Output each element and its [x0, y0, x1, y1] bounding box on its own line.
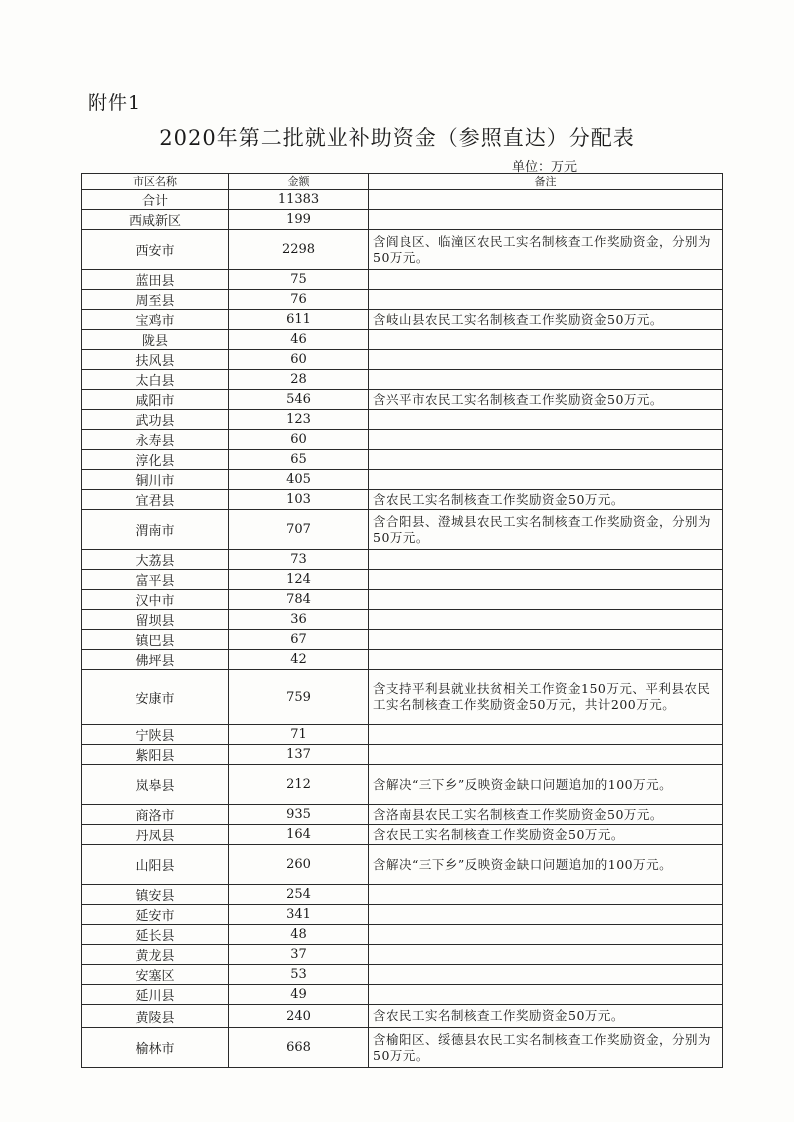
- table-row: [82, 590, 723, 610]
- table-row: [82, 410, 723, 430]
- table-row: [82, 905, 723, 925]
- region-name-cell: 安康市: [82, 670, 229, 725]
- amount-cell: 48: [229, 925, 369, 945]
- region-name-cell: 淳化县: [82, 450, 229, 470]
- region-name-cell: 西咸新区: [82, 210, 229, 230]
- region-name-cell: 留坝县: [82, 610, 229, 630]
- amount-cell: 53: [229, 965, 369, 985]
- region-name-cell: 延安市: [82, 905, 229, 925]
- amount-cell: 42: [229, 650, 369, 670]
- region-name-cell: 铜川市: [82, 470, 229, 490]
- note-cell: [369, 290, 723, 310]
- region-name-cell: 渭南市: [82, 510, 229, 550]
- note-cell: 含洛南县农民工实名制核查工作奖励资金50万元。: [369, 805, 723, 825]
- note-cell: [369, 570, 723, 590]
- note-cell: [369, 370, 723, 390]
- table-row: [82, 310, 723, 330]
- table-row: [82, 845, 723, 885]
- region-name-cell: 黄陵县: [82, 1005, 229, 1028]
- note-cell: [369, 350, 723, 370]
- region-name-cell: 宝鸡市: [82, 310, 229, 330]
- table-row: [82, 210, 723, 230]
- amount-cell: 75: [229, 270, 369, 290]
- note-cell: 含支持平利县就业扶贫相关工作资金150万元、平利县农民工实名制核查工作奖励资金50万元，共计200万元。: [369, 670, 723, 725]
- table-row: [82, 1005, 723, 1028]
- amount-cell: 935: [229, 805, 369, 825]
- note-cell: 含农民工实名制核查工作奖励资金50万元。: [369, 1005, 723, 1028]
- note-cell: [369, 905, 723, 925]
- note-cell: 含岐山县农民工实名制核查工作奖励资金50万元。: [369, 310, 723, 330]
- table-row: [82, 450, 723, 470]
- region-name-cell: 宜君县: [82, 490, 229, 510]
- amount-cell: 46: [229, 330, 369, 350]
- note-cell: [369, 945, 723, 965]
- unit-label: 单位：万元: [512, 160, 578, 175]
- region-name-cell: 太白县: [82, 370, 229, 390]
- note-cell: [369, 745, 723, 765]
- amount-cell: 124: [229, 570, 369, 590]
- region-name-cell: 佛坪县: [82, 650, 229, 670]
- note-cell: 含榆阳区、绥德县农民工实名制核查工作奖励资金，分别为50万元。: [369, 1028, 723, 1068]
- note-cell: [369, 450, 723, 470]
- note-cell: 含农民工实名制核查工作奖励资金50万元。: [369, 825, 723, 845]
- table-body: [82, 190, 723, 1068]
- amount-cell: 37: [229, 945, 369, 965]
- note-cell: [369, 410, 723, 430]
- amount-cell: 611: [229, 310, 369, 330]
- note-cell: [369, 270, 723, 290]
- region-name-cell: 汉中市: [82, 590, 229, 610]
- region-name-cell: 镇安县: [82, 885, 229, 905]
- region-name-cell: 蓝田县: [82, 270, 229, 290]
- note-cell: [369, 650, 723, 670]
- allocation-table: [81, 173, 723, 1068]
- region-name-cell: 宁陕县: [82, 725, 229, 745]
- table-row: [82, 570, 723, 590]
- note-cell: 含农民工实名制核查工作奖励资金50万元。: [369, 490, 723, 510]
- amount-cell: 405: [229, 470, 369, 490]
- table-header-row: [82, 174, 723, 190]
- amount-cell: 65: [229, 450, 369, 470]
- amount-cell: 36: [229, 610, 369, 630]
- table-row: [82, 630, 723, 650]
- amount-cell: 28: [229, 370, 369, 390]
- region-name-cell: 黄龙县: [82, 945, 229, 965]
- note-cell: [369, 330, 723, 350]
- note-cell: [369, 725, 723, 745]
- note-cell: 含阎良区、临潼区农民工实名制核查工作奖励资金，分别为50万元。: [369, 230, 723, 270]
- table-row: [82, 490, 723, 510]
- region-name-cell: 山阳县: [82, 845, 229, 885]
- note-cell: [369, 610, 723, 630]
- amount-cell: 60: [229, 430, 369, 450]
- amount-cell: 71: [229, 725, 369, 745]
- note-cell: [369, 985, 723, 1005]
- amount-cell: 199: [229, 210, 369, 230]
- region-name-cell: 延川县: [82, 985, 229, 1005]
- header-region-name: 市区名称: [82, 174, 229, 190]
- region-name-cell: 永寿县: [82, 430, 229, 450]
- amount-cell: 103: [229, 490, 369, 510]
- note-cell: [369, 210, 723, 230]
- table-row: [82, 230, 723, 270]
- amount-cell: 260: [229, 845, 369, 885]
- region-name-cell: 西安市: [82, 230, 229, 270]
- table-row: [82, 885, 723, 905]
- region-name-cell: 镇巴县: [82, 630, 229, 650]
- region-name-cell: 岚皋县: [82, 765, 229, 805]
- note-cell: [369, 925, 723, 945]
- note-cell: [369, 190, 723, 210]
- amount-cell: 11383: [229, 190, 369, 210]
- amount-cell: 2298: [229, 230, 369, 270]
- amount-cell: 76: [229, 290, 369, 310]
- note-cell: 含解决“三下乡”反映资金缺口问题追加的100万元。: [369, 845, 723, 885]
- amount-cell: 254: [229, 885, 369, 905]
- table-row: [82, 1028, 723, 1068]
- note-cell: 含合阳县、澄城县农民工实名制核查工作奖励资金，分别为50万元。: [369, 510, 723, 550]
- region-name-cell: 扶风县: [82, 350, 229, 370]
- note-cell: [369, 885, 723, 905]
- table-row: [82, 825, 723, 845]
- note-cell: 含解决“三下乡”反映资金缺口问题追加的100万元。: [369, 765, 723, 805]
- table-row: [82, 725, 723, 745]
- note-cell: [369, 630, 723, 650]
- note-cell: [369, 550, 723, 570]
- page-title: 2020年第二批就业补助资金（参照直达）分配表: [159, 126, 635, 150]
- amount-cell: 707: [229, 510, 369, 550]
- table-row: [82, 985, 723, 1005]
- amount-cell: 67: [229, 630, 369, 650]
- table-row: [82, 290, 723, 310]
- amount-cell: 759: [229, 670, 369, 725]
- region-name-cell: 武功县: [82, 410, 229, 430]
- table-row: [82, 270, 723, 290]
- table-row: [82, 745, 723, 765]
- amount-cell: 49: [229, 985, 369, 1005]
- header-note: 备注: [369, 174, 723, 190]
- note-cell: [369, 590, 723, 610]
- region-name-cell: 合计: [82, 190, 229, 210]
- table-row: [82, 390, 723, 410]
- amount-cell: 668: [229, 1028, 369, 1068]
- note-cell: 含兴平市农民工实名制核查工作奖励资金50万元。: [369, 390, 723, 410]
- table-row: [82, 965, 723, 985]
- table-row: [82, 190, 723, 210]
- table-row: [82, 430, 723, 450]
- table-row: [82, 765, 723, 805]
- header-amount: 金额: [229, 174, 369, 190]
- note-cell: [369, 470, 723, 490]
- region-name-cell: 商洛市: [82, 805, 229, 825]
- table-row: [82, 945, 723, 965]
- note-cell: [369, 965, 723, 985]
- region-name-cell: 大荔县: [82, 550, 229, 570]
- table-row: [82, 370, 723, 390]
- table-row: [82, 650, 723, 670]
- note-cell: [369, 430, 723, 450]
- table-row: [82, 510, 723, 550]
- region-name-cell: 陇县: [82, 330, 229, 350]
- amount-cell: 784: [229, 590, 369, 610]
- amount-cell: 164: [229, 825, 369, 845]
- amount-cell: 341: [229, 905, 369, 925]
- amount-cell: 137: [229, 745, 369, 765]
- region-name-cell: 周至县: [82, 290, 229, 310]
- amount-cell: 240: [229, 1005, 369, 1028]
- region-name-cell: 咸阳市: [82, 390, 229, 410]
- region-name-cell: 延长县: [82, 925, 229, 945]
- table-row: [82, 610, 723, 630]
- attachment-label: 附件1: [88, 92, 142, 114]
- region-name-cell: 榆林市: [82, 1028, 229, 1068]
- amount-cell: 60: [229, 350, 369, 370]
- table-row: [82, 670, 723, 725]
- amount-cell: 123: [229, 410, 369, 430]
- region-name-cell: 丹凤县: [82, 825, 229, 845]
- table-row: [82, 350, 723, 370]
- amount-cell: 546: [229, 390, 369, 410]
- amount-cell: 73: [229, 550, 369, 570]
- amount-cell: 212: [229, 765, 369, 805]
- region-name-cell: 紫阳县: [82, 745, 229, 765]
- table-row: [82, 470, 723, 490]
- table-row: [82, 330, 723, 350]
- region-name-cell: 安塞区: [82, 965, 229, 985]
- table-row: [82, 925, 723, 945]
- table-row: [82, 550, 723, 570]
- region-name-cell: 富平县: [82, 570, 229, 590]
- table-row: [82, 805, 723, 825]
